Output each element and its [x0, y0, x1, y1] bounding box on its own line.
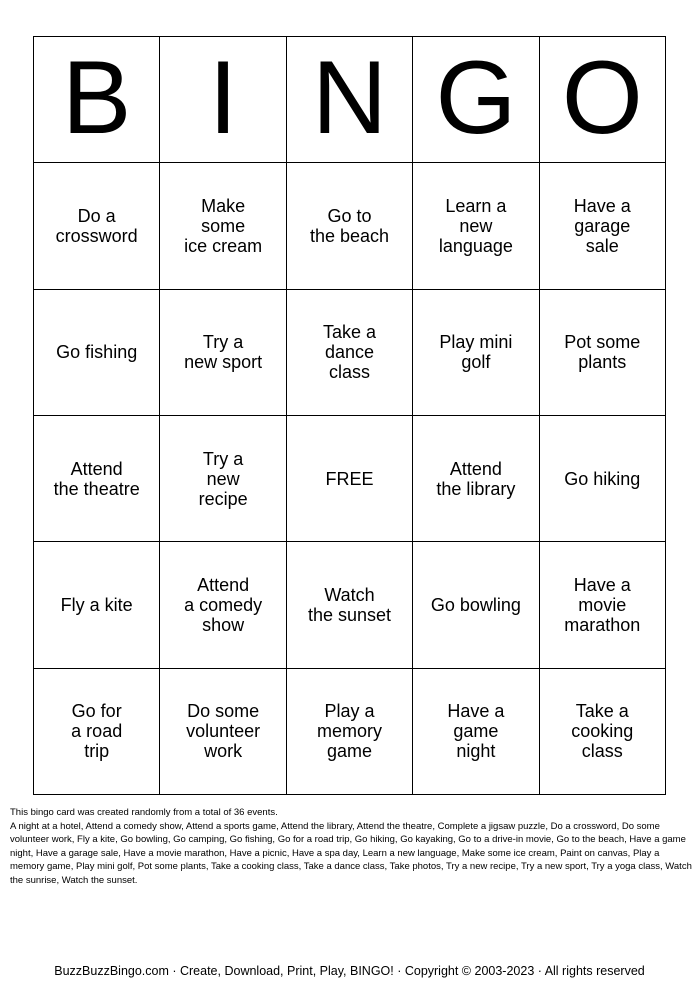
bingo-square: Have a game night [413, 669, 539, 795]
bingo-square: Do some volunteer work [160, 669, 286, 795]
footer-copyright: BuzzBuzzBingo.com · Create, Download, Print, Play, BINGO! · Copyright © 2003-2023 · All rights reserved [54, 964, 645, 978]
bingo-square: Attend a comedy show [160, 542, 286, 668]
bingo-square: Go hiking [540, 416, 666, 542]
bingo-square: Attend the theatre [34, 416, 160, 542]
bingo-square: Have a garage sale [540, 163, 666, 289]
header-letter-o: O [540, 37, 666, 163]
bingo-square: Make some ice cream [160, 163, 286, 289]
bingo-square: Attend the library [413, 416, 539, 542]
header-letter-n: N [287, 37, 413, 163]
description-intro: This bingo card was created randomly from a total of 36 events. [10, 807, 278, 818]
header-letter-i: I [160, 37, 286, 163]
card-description [10, 806, 692, 888]
header-letter-g: G [413, 37, 539, 163]
description-event-list: A night at a hotel, Attend a comedy show, Attend a sports game, Attend the library, Attend the theatre, Complete a jigsaw puzzle, Do a crossword, Do some volunteer work, Fly a kite, Go bowling, Go camping, Go fishing, Go for a road trip, Go hiking, Go kayaking, Go to a drive-in movie, Go to the beach, Have a game night, Have a garage sale, Have a movie marathon, Have a picnic, Have a spa day, Learn a new language, Make some ice cream, Paint on canvas, Play a memory game, Play mini golf, Pot some plants, Take a cooking class, Take a dance class, Take photos, Try a new recipe, Try a new sport, Try a yoga class, Watch the sunrise, Watch the sunset. [10, 820, 692, 886]
header-letter-b: B [34, 37, 160, 163]
bingo-square: Try a new recipe [160, 416, 286, 542]
bingo-square: Try a new sport [160, 290, 286, 416]
bingo-square: Play mini golf [413, 290, 539, 416]
bingo-square: Fly a kite [34, 542, 160, 668]
bingo-square: Go for a road trip [34, 669, 160, 795]
bingo-square: Go fishing [34, 290, 160, 416]
bingo-card [33, 36, 666, 795]
bingo-square: Pot some plants [540, 290, 666, 416]
bingo-square: Take a dance class [287, 290, 413, 416]
bingo-square: Go to the beach [287, 163, 413, 289]
bingo-square: Watch the sunset [287, 542, 413, 668]
free-space: FREE [287, 416, 413, 542]
bingo-square: Have a movie marathon [540, 542, 666, 668]
bingo-square: Do a crossword [34, 163, 160, 289]
bingo-square: Play a memory game [287, 669, 413, 795]
bingo-square: Take a cooking class [540, 669, 666, 795]
bingo-square: Go bowling [413, 542, 539, 668]
bingo-square: Learn a new language [413, 163, 539, 289]
